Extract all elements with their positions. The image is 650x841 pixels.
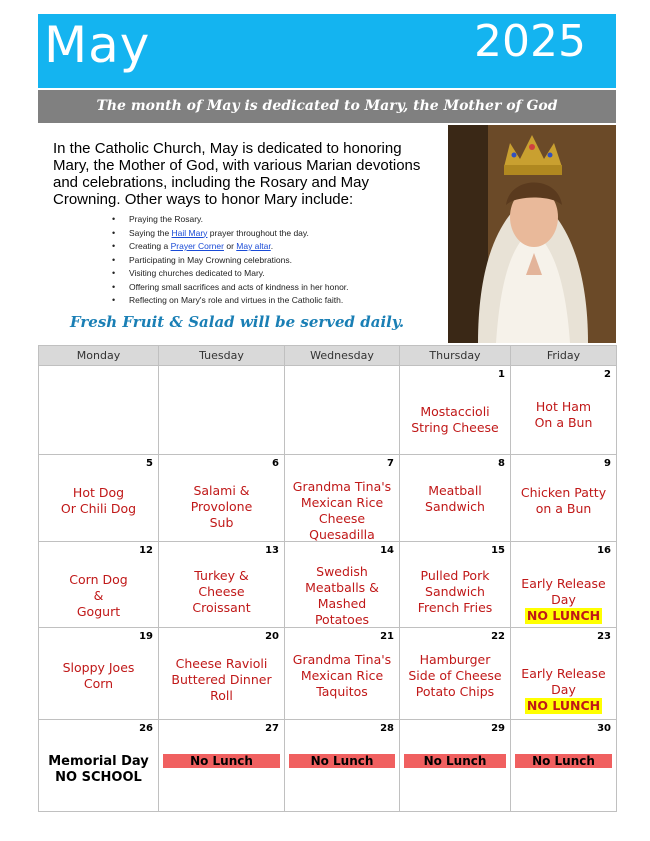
month-title: May [44, 16, 151, 74]
menu-line: Roll [210, 688, 233, 703]
menu-line: Meatballs & [305, 580, 379, 595]
week-row [39, 455, 617, 542]
menu-item [39, 572, 158, 620]
day-cell [400, 720, 511, 812]
menu-line: Side of Cheese [408, 668, 502, 683]
menu-line: Mostaccioli [420, 404, 490, 419]
menu-line: Salami & [193, 483, 250, 498]
menu-line: Quesadilla [309, 527, 375, 542]
day-cell [159, 720, 285, 812]
intro-paragraph: In the Catholic Church, May is dedicated to honoring Mary, the Mother of God, with various Marian devotions and celebrations, including the Rosary and May Crowning. Other ways to honor Mary include: [53, 140, 421, 208]
menu-line: Swedish [316, 564, 368, 579]
day-cell [285, 628, 400, 720]
day-cell [511, 542, 617, 628]
day-cell [511, 455, 617, 542]
day-cell [159, 628, 285, 720]
day-cell [285, 720, 400, 812]
no-lunch-badge: NO LUNCH [526, 608, 601, 623]
day-cell [39, 542, 159, 628]
no-lunch-bar: No Lunch [163, 754, 280, 768]
menu-line: Mashed [317, 596, 367, 611]
day-number: 14 [380, 545, 394, 556]
week-row [39, 720, 617, 812]
menu-item [159, 483, 284, 531]
day-number: 20 [265, 631, 279, 642]
day-number: 27 [265, 723, 279, 734]
day-number: 22 [491, 631, 505, 642]
weekday-header: Monday [39, 346, 159, 366]
day-number: 28 [380, 723, 394, 734]
day-cell [159, 542, 285, 628]
week-row [39, 366, 617, 455]
day-number: 30 [597, 723, 611, 734]
no-lunch-badge: NO LUNCH [526, 698, 601, 713]
month-header [38, 14, 616, 88]
weekday-header: Tuesday [159, 346, 285, 366]
menu-item [285, 652, 399, 700]
list-item: • Participating in May Crowning celebrations. [112, 254, 442, 268]
day-cell [511, 366, 617, 455]
menu-item [511, 399, 616, 431]
prayer-corner-link[interactable]: Prayer Corner [170, 241, 224, 251]
ways-list [112, 213, 442, 308]
menu-line: Grandma Tina's [292, 479, 392, 494]
menu-line: Sloppy Joes [62, 660, 135, 675]
menu-item [39, 485, 158, 517]
day-cell [285, 366, 400, 455]
list-item: • Offering small sacrifices and acts of kindness in her honor. [112, 281, 442, 295]
menu-item [285, 564, 399, 628]
menu-item [400, 404, 510, 436]
menu-item [159, 656, 284, 704]
menu-line: Gogurt [76, 604, 121, 619]
menu-item [39, 754, 158, 786]
day-cell [159, 455, 285, 542]
day-cell [400, 542, 511, 628]
list-item: • Creating a Prayer Corner or May altar. [112, 240, 442, 254]
menu-item [400, 568, 510, 616]
menu-item [400, 483, 510, 515]
menu-line: Sandwich [425, 584, 485, 599]
no-lunch-bar: No Lunch [289, 754, 395, 768]
mary-statue-image [448, 125, 616, 343]
fruit-salad-note: Fresh Fruit & Salad will be served daily. [70, 313, 405, 331]
list-item: • Visiting churches dedicated to Mary. [112, 267, 442, 281]
menu-line: Memorial Day [48, 754, 149, 769]
day-number: 8 [498, 458, 505, 469]
day-cell [285, 455, 400, 542]
day-cell [511, 628, 617, 720]
weekday-header: Thursday [400, 346, 511, 366]
weekday-header: Friday [511, 346, 617, 366]
menu-line: Potato Chips [415, 684, 495, 699]
menu-line: Hot Ham [535, 399, 592, 414]
week-row [39, 542, 617, 628]
menu-line: Meatball [428, 483, 482, 498]
menu-line: Buttered Dinner [171, 672, 272, 687]
day-number: 15 [491, 545, 505, 556]
day-number: 21 [380, 631, 394, 642]
menu-line: Chicken Patty [520, 485, 607, 500]
menu-line: Grandma Tina's [292, 652, 392, 667]
no-lunch-bar: No Lunch [404, 754, 506, 768]
lunch-calendar [38, 345, 617, 812]
day-number: 12 [139, 545, 153, 556]
list-item: • Reflecting on Mary's role and virtues in the Catholic faith. [112, 294, 442, 308]
dedication-banner: The month of May is dedicated to Mary, the Mother of God [38, 90, 616, 123]
menu-item [39, 660, 158, 692]
menu-line: Mexican Rice [300, 668, 384, 683]
menu-line: Hot Dog [72, 485, 125, 500]
menu-line: Early Release [521, 666, 606, 681]
menu-item [285, 479, 399, 543]
day-number: 7 [387, 458, 394, 469]
menu-item [511, 666, 616, 714]
menu-line: on a Bun [535, 501, 592, 516]
day-number: 5 [146, 458, 153, 469]
menu-line: Pulled Pork [420, 568, 490, 583]
menu-line: Corn [83, 676, 114, 691]
may-altar-link[interactable]: May altar [236, 241, 271, 251]
menu-item [511, 576, 616, 624]
menu-line: Day [551, 682, 576, 697]
menu-line: Potatoes [314, 612, 370, 627]
menu-line: French Fries [417, 600, 493, 615]
menu-line: Taquitos [316, 684, 368, 699]
weekday-header: Wednesday [285, 346, 400, 366]
menu-line: Mexican Rice [300, 495, 384, 510]
menu-line: NO SCHOOL [55, 770, 142, 785]
day-cell [159, 366, 285, 455]
day-number: 2 [604, 369, 611, 380]
hail-mary-link[interactable]: Hail Mary [171, 227, 208, 238]
day-cell [39, 628, 159, 720]
day-number: 9 [604, 458, 611, 469]
menu-item [511, 485, 616, 517]
menu-item [159, 568, 284, 616]
day-number: 26 [139, 723, 153, 734]
menu-line: Or Chili Dog [60, 501, 137, 516]
menu-line: Turkey & [194, 568, 249, 583]
day-cell [39, 720, 159, 812]
day-cell [39, 366, 159, 455]
list-item: • Praying the Rosary. [112, 213, 442, 227]
menu-line: Early Release [521, 576, 606, 591]
menu-line: Hamburger [419, 652, 491, 667]
menu-item [400, 652, 510, 700]
menu-line: Corn Dog [69, 572, 128, 587]
menu-line: String Cheese [411, 420, 499, 435]
day-number: 23 [597, 631, 611, 642]
day-cell [400, 366, 511, 455]
menu-line: On a Bun [534, 415, 593, 430]
menu-line: Croissant [192, 600, 251, 615]
day-cell [400, 628, 511, 720]
menu-line: Cheese [198, 584, 245, 599]
year-title: 2025 [474, 16, 586, 67]
day-cell [39, 455, 159, 542]
list-item: • Saying the Hail Mary prayer throughout the day. [112, 227, 442, 241]
day-number: 6 [272, 458, 279, 469]
day-number: 1 [498, 369, 505, 380]
menu-line: Cheese Ravioli [175, 656, 268, 671]
day-cell [400, 455, 511, 542]
day-number: 29 [491, 723, 505, 734]
week-row [39, 628, 617, 720]
menu-line: Cheese [318, 511, 366, 526]
day-cell [511, 720, 617, 812]
day-number: 13 [265, 545, 279, 556]
day-cell [285, 542, 400, 628]
menu-line: Sandwich [425, 499, 485, 514]
menu-line: Sub [209, 515, 234, 530]
menu-line: Day [551, 592, 576, 607]
no-lunch-bar: No Lunch [515, 754, 612, 768]
weekday-header-row [39, 346, 617, 366]
day-number: 16 [597, 545, 611, 556]
day-number: 19 [139, 631, 153, 642]
menu-line: Provolone [190, 499, 253, 514]
menu-line: & [93, 588, 104, 603]
